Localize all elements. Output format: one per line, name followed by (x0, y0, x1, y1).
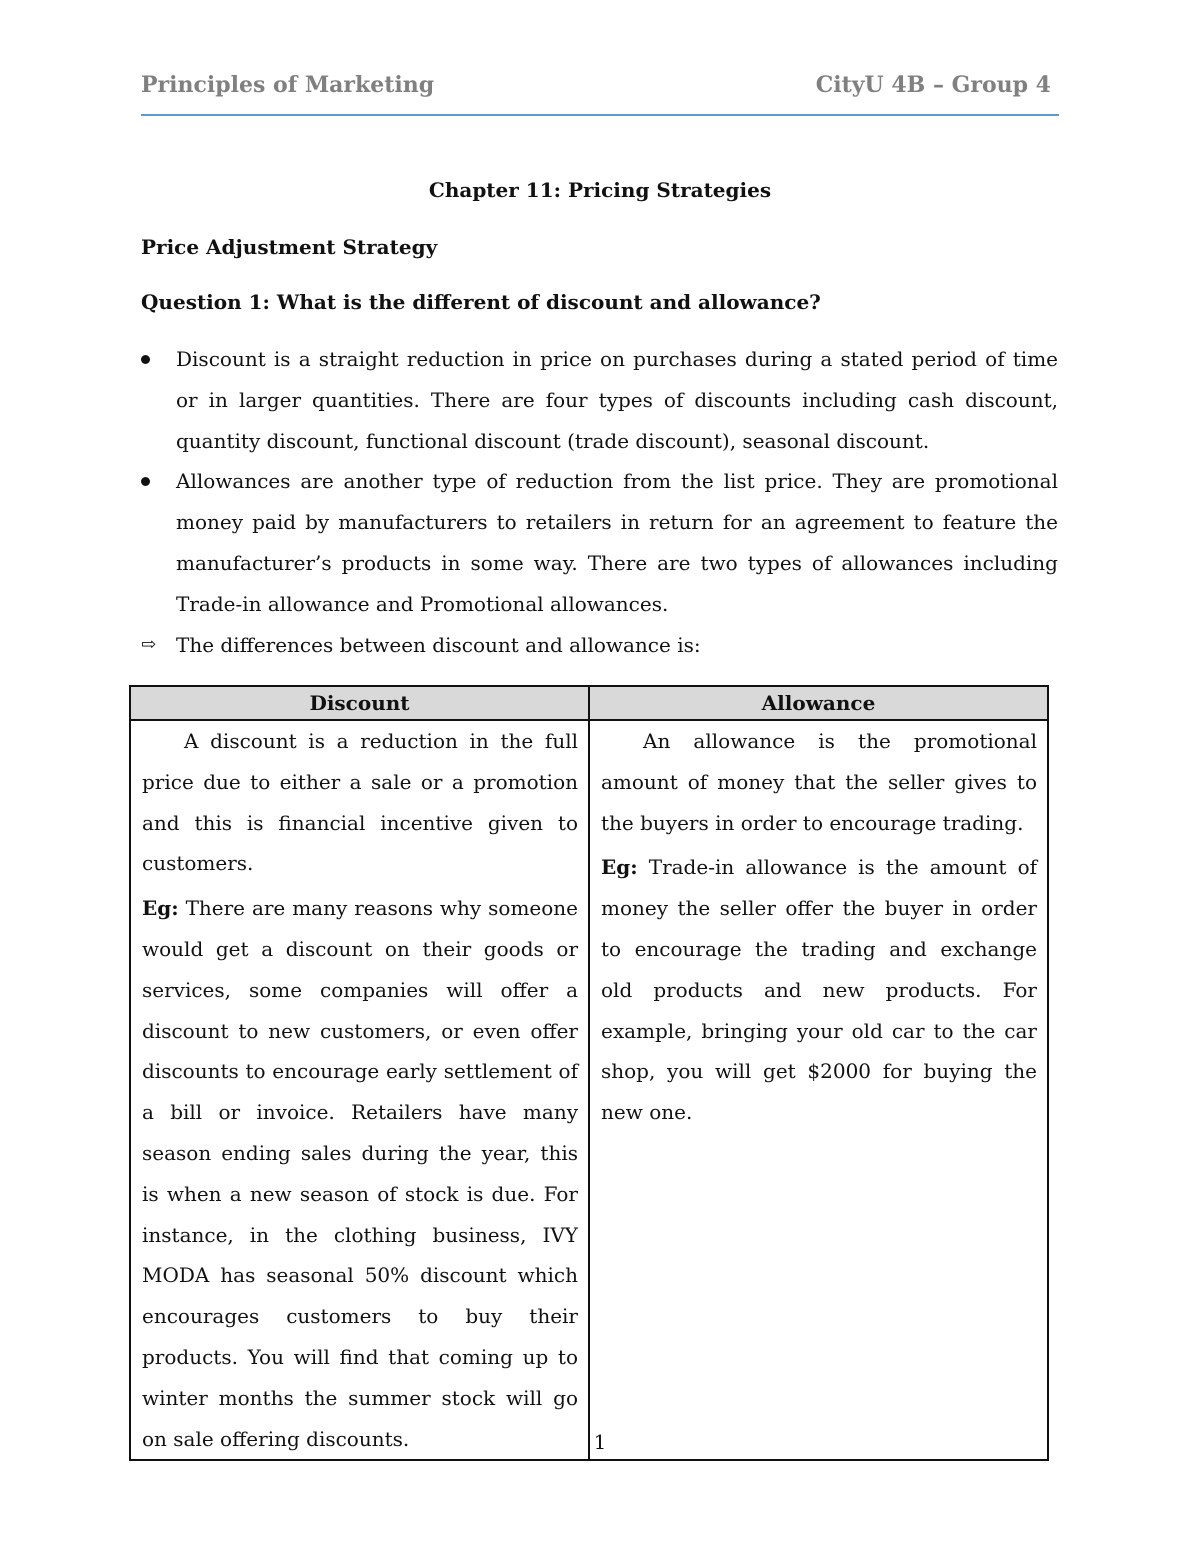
chapter-title: Chapter 11: Pricing Strategies (428, 178, 772, 202)
question-heading: Question 1: What is the different of discount and allowance? (141, 290, 821, 314)
arrow-right-icon: ⇨ (141, 633, 157, 655)
allowance-cell (589, 720, 1048, 1460)
discount-cell (130, 720, 589, 1460)
header-group-name: CityU 4B – Group 4 (815, 72, 1051, 98)
page-number: 1 (593, 1430, 607, 1454)
allowance-example-text: Trade-in allowance is the amount of money the seller offer the buyer in order to encourage the trading and exchange old products and new products. For example, bringing your old car to the car shop, you will get $2000 for buying the new one. (601, 855, 1038, 1125)
bullet-text: Discount is a straight reduction in price on purchases during a stated period of time or in larger quantities. There are four types of discounts including cash discount, quantity discount, functional discount (trade discount), seasonal discount. (176, 347, 1058, 453)
bullet-text: Allowances are another type of reduction from the list price. They are promotional money paid by manufacturers to retailers in return for an agreement to feature the manufacturer’s products in some way. There are two types of allowances including Trade-in allowance and Promotional allowances. (176, 469, 1058, 616)
header-course-title: Principles of Marketing (141, 72, 435, 98)
discount-definition: A discount is a reduction in the full price due to either a sale or a promotion and this is financial incentive given to customers. (142, 729, 578, 876)
discount-example-text: There are many reasons why someone would get a discount on their goods or services, some companies will offer a discount to new customers, or even offer discounts to encourage early settlement of a bill or invoice. Retailers have many season ending sales during the year, this is when a new season of stock is due. For instance, in the clothing business, IVY MODA has seasonal 50% discount which encourages customers to buy their products. You will find that coming up to winter months the summer stock will go on sale offering discounts. (142, 896, 579, 1451)
section-heading: Price Adjustment Strategy (141, 235, 438, 259)
bullet-item-conclusion (141, 625, 1058, 666)
table-header-row (130, 686, 1048, 720)
eg-label: Eg: (601, 855, 638, 880)
bullet-item-discount (141, 339, 1058, 461)
column-header-discount: Discount (130, 686, 589, 720)
bullet-dot-icon (141, 477, 150, 486)
conclusion-text: The differences between discount and allowance is: (176, 632, 701, 657)
page-header (141, 70, 1059, 116)
bullet-item-allowance (141, 461, 1058, 624)
column-header-allowance: Allowance (589, 686, 1048, 720)
allowance-example (601, 847, 1037, 1133)
table-row (130, 720, 1048, 1460)
eg-label: Eg: (142, 896, 179, 921)
allowance-definition: An allowance is the promotional amount of money that the seller gives to the buyers in order to encourage trading. (601, 729, 1037, 835)
bullet-dot-icon (141, 355, 150, 364)
bullet-list (141, 339, 1058, 665)
comparison-table (129, 685, 1049, 1461)
discount-example (142, 888, 578, 1459)
